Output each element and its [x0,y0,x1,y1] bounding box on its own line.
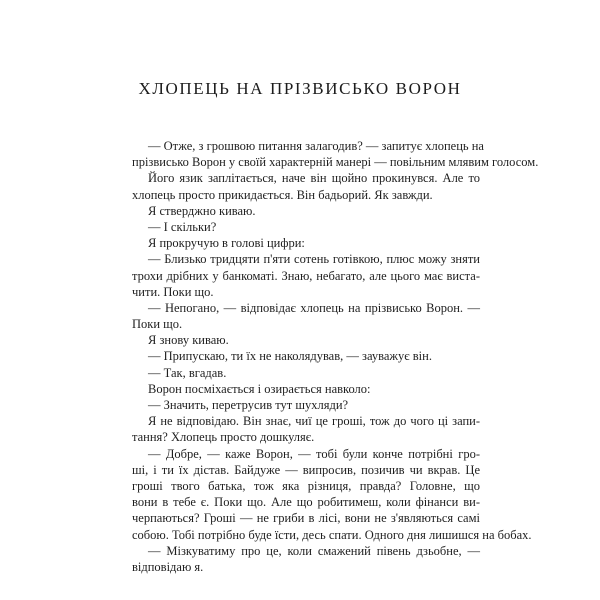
text-line: Його язик заплітається, наче він щойно прокинувся. Але то [148,171,480,186]
text-line: Я не відповідаю. Він знає, чиї це гроші, тож до чого ці запи- [148,414,480,429]
text-line: Я стверджно киваю. [148,203,256,218]
text-line: відповідаю я. [132,559,204,574]
body-text [132,138,539,575]
text-line: — Так, вгадав. [148,365,227,380]
text-line: трохи дрібних у банкоматі. Знаю, небагато, але цього має виста- [132,268,480,283]
text-line: — Добре, — каже Ворон, — тобі були конче потрібні гро- [148,446,480,461]
text-line: гроші твого батька, тож яка різниця, правда? Головне, що [132,478,480,493]
text-line: Я знову киваю. [148,333,229,348]
text-line: собою. Тобі потрібно буде їсти, десь спати. Одного дня лишишся на бобах. [132,527,532,542]
text-line: — Отже, з грошвою питання залагодив? — запитує хлопець на [148,139,484,153]
text-line: — І скільки? [148,219,217,234]
text-line: хлопець просто прикидається. Він бадьорий. Як завжди. [132,187,433,202]
text-line: вони в тебе є. Поки що. Але що робитимеш, коли фінанси ви- [132,495,480,510]
text-line: — Мізкуватиму про це, коли смажений півень дзьобне, — [148,543,480,558]
text-line: — Непогано, — відповідає хлопець на прізвисько Ворон. — [148,300,480,315]
text-line: — Значить, перетрусив тут шухляди? [148,398,349,412]
text-line: Поки що. [132,317,183,332]
text-line: чити. Поки що. [132,284,214,299]
text-line: — Близько тридцяти п'яти сотень готівкою, плюс можу зняти [148,252,480,267]
text-line: Я прокручую в голові цифри: [148,236,305,251]
text-line: Ворон посміхається і озирається навколо: [148,381,371,396]
text-line: — Припускаю, ти їх не наколядував, — зауважує він. [148,349,432,364]
text-line: ші, і ти їх дістав. Байдуже — випросив, позичив чи вкрав. Це [132,462,480,477]
text-line: тання? Хлопець просто дошкуляє. [132,430,315,445]
text-line: черпаються? Гроші — не гриби в лісі, вони не з'являються самі [132,511,480,526]
chapter-title: ХЛОПЕЦЬ НА ПРІЗВИСЬКО ВОРОН [138,79,462,98]
text-line: прізвисько Ворон у своїй характерній манері — повільним млявим голосом. [132,155,539,170]
